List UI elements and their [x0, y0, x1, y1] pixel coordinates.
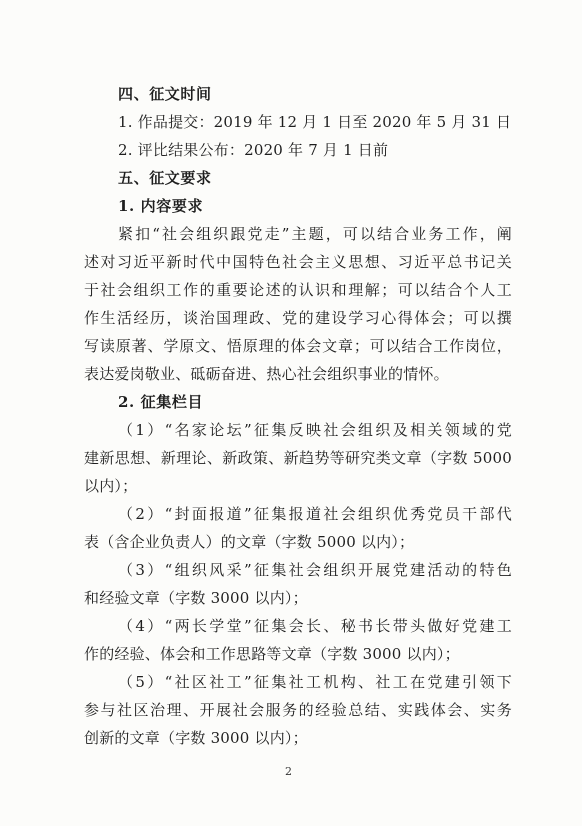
column-item-line: 以内）；: [84, 477, 138, 495]
section-heading-requirements: 五、征文要求: [118, 169, 212, 187]
column-item-line: （2）“封面报道”征集报道社会组织优秀党员干部代: [118, 505, 512, 523]
column-item-line: （3）“组织风采”征集社会组织开展党建活动的特色: [118, 561, 512, 579]
paragraph-line: 述对习近平新时代中国特色社会主义思想、习近平总书记关: [84, 253, 512, 271]
submission-period: 1. 作品提交：2019 年 12 月 1 日至 2020 年 5 月 31 日: [118, 113, 512, 131]
paragraph-line: 紧扣“社会组织跟党走”主题，可以结合业务工作，阐: [118, 225, 512, 243]
column-item-line: （1）“名家论坛”征集反映社会组织及相关领域的党: [118, 421, 512, 439]
subheading-content: 1. 内容要求: [118, 197, 204, 215]
column-item-line: 参与社区治理、开展社会服务的经验总结、实践体会、实务: [84, 701, 512, 719]
column-item-line: 建新思想、新理论、新政策、新趋势等研究类文章（字数 5000: [84, 449, 512, 467]
paragraph-line: 表达爱岗敬业、砥砺奋进、热心社会组织事业的情怀。: [84, 365, 449, 383]
result-date: 2. 评比结果公布：2020 年 7 月 1 日前: [118, 141, 389, 159]
column-item-line: （4）“两长学堂”征集会长、秘书长带头做好党建工: [118, 617, 512, 635]
paragraph-line: 作生活经历，谈治国理政、党的建设学习心得体会；可以撰: [84, 309, 512, 327]
paragraph-line: 写读原著、学原文、悟原理的体会文章；可以结合工作岗位，: [84, 337, 512, 355]
column-item-line: 作的经验、体会和工作思路等文章（字数 3000 以内）；: [84, 645, 460, 663]
paragraph-line: 于社会组织工作的重要论述的认识和理解；可以结合个人工: [84, 281, 512, 299]
page-number: 2: [285, 765, 293, 778]
column-item-line: 表（含企业负责人）的文章（字数 5000 以内）；: [84, 533, 415, 551]
section-heading-time: 四、征文时间: [118, 85, 212, 103]
subheading-columns: 2. 征集栏目: [118, 393, 204, 411]
column-item-line: 创新的文章（字数 3000 以内）；: [84, 729, 308, 747]
column-item-line: 和经验文章（字数 3000 以内）；: [84, 589, 308, 607]
column-item-line: （5）“社区社工”征集社工机构、社工在党建引领下: [118, 673, 512, 691]
